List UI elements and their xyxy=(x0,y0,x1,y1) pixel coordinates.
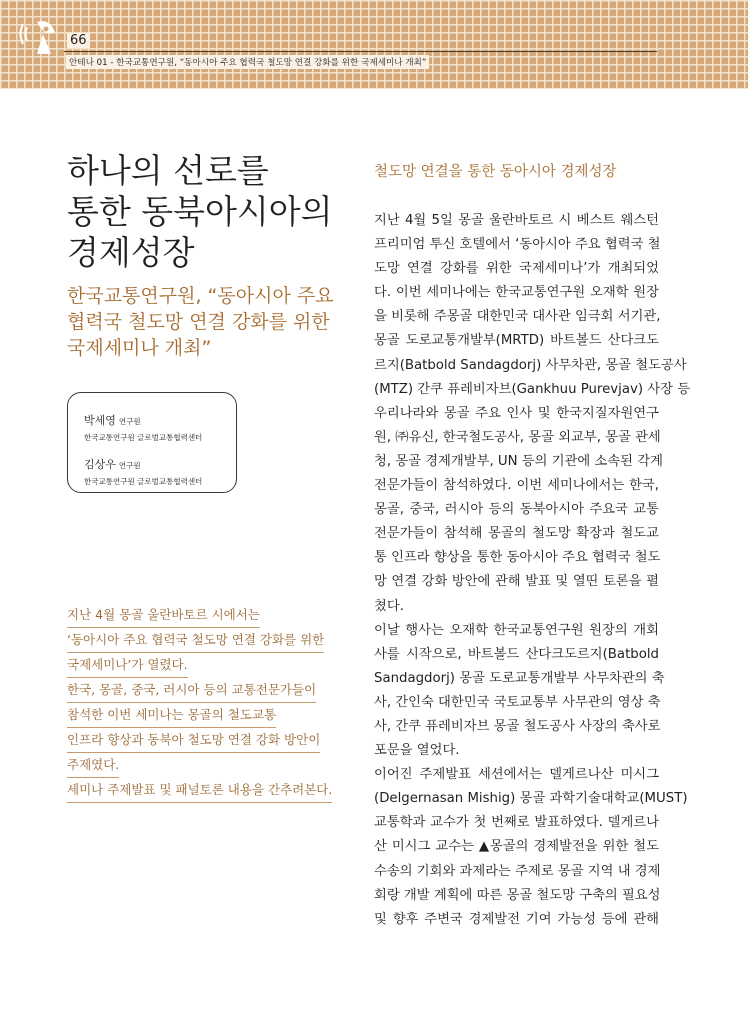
body-line: 사, 간인숙 대한민국 국토교통부 사무관의 영상 축 xyxy=(374,694,661,710)
body-line: 수송의 기회와 과제라는 주제로 몽골 지역 내 경제 xyxy=(374,863,661,879)
body-line: 통 인프라 향상을 통한 동아시아 주요 협력국 철도 xyxy=(374,550,661,566)
body-column xyxy=(374,160,691,932)
body-line: 우리나라와 몽골 주요 인사 및 한국지질자원연구 xyxy=(374,405,659,421)
author-box xyxy=(67,392,237,493)
header-band xyxy=(0,0,748,89)
summary-line: 주제였다. xyxy=(67,757,119,778)
header-rule xyxy=(64,51,657,52)
body-line: 도망 연결 강화를 위한 국제세미나’가 개최되었 xyxy=(374,261,659,277)
summary-line: 인프라 향상과 동북아 철도망 연결 강화 방안이 xyxy=(67,732,320,753)
summary-line: 세미나 주제발표 및 패널토론 내용을 간추려본다. xyxy=(67,782,332,803)
article-subtitle xyxy=(67,283,357,361)
body-line: 포문을 열었다. xyxy=(374,743,460,759)
body-line: 회랑 개발 계획에 따른 몽골 철도망 구축의 필요성 xyxy=(374,887,661,903)
body-line: 교통학과 교수가 첫 번째로 발표하였다. 델게르나 xyxy=(374,815,659,831)
summary-line: 한국, 몽골, 중국, 러시아 등의 교통전문가들이 xyxy=(67,682,316,703)
running-head: 안테나 01 - 한국교통연구원, “동아시아 주요 협력국 철도망 연결 강화를 위한 국제세미나 개최” xyxy=(66,55,429,69)
body-paragraph xyxy=(374,209,691,619)
body-line: 몽골, 중국, 러시아 등의 동북아시아 주요국 교통 xyxy=(374,502,659,518)
summary-line: 지난 4월 몽골 울란바토르 시에서는 xyxy=(67,607,260,628)
body-line: 다. 이번 세미나에는 한국교통연구원 오재학 원장 xyxy=(374,285,659,301)
body-line: (Delgernasan Mishig) 몽골 과학기술대학교(MUST) xyxy=(374,791,688,807)
body-line: 을 비롯해 주몽골 대한민국 대사관 임극회 서기관, xyxy=(374,309,661,325)
body-line: 이어진 주제발표 세션에서는 델게르나산 미시그 xyxy=(374,767,659,783)
satellite-antenna-icon xyxy=(15,10,61,60)
body-line: 청, 몽골 경제개발부, UN 등의 기관에 소속된 각계 xyxy=(374,453,663,469)
subtitle-line: 국제세미나 개최” xyxy=(67,337,212,359)
body-line: 전문가들이 참석해 몽골의 철도망 확장과 철도교 xyxy=(374,526,659,542)
title-line: 경제성장 xyxy=(67,233,195,272)
summary-line: 참석한 이번 세미나는 몽골의 철도교통 xyxy=(67,707,276,728)
body-line: 몽골 도로교통개발부(MRTD) 바트볼드 산다크도 xyxy=(374,333,659,349)
author-role: 연구원 xyxy=(118,417,141,426)
body-line: 사를 시작으로, 바트볼드 산다크도르지(Batbold xyxy=(374,646,659,662)
body-line: 및 향후 주변국 경제발전 기여 가능성 등에 관해 xyxy=(374,911,659,927)
author-entry xyxy=(84,409,236,443)
author-name: 박세영 xyxy=(84,414,116,427)
summary-line: ‘동아시아 주요 협력국 철도망 연결 강화를 위한 xyxy=(67,632,324,653)
body-line: 전문가들이 참석하였다. 이번 세미나에서는 한국, xyxy=(374,478,659,494)
subtitle-line: 한국교통연구원, “동아시아 주요 xyxy=(67,285,334,307)
body-paragraph xyxy=(374,763,688,932)
section-heading: 철도망 연결을 통한 동아시아 경제성장 xyxy=(374,164,617,180)
author-affiliation: 한국교통연구원 글로벌교통협력센터 xyxy=(84,433,203,442)
body-line: 망 연결 강화 방안에 관해 발표 및 열띤 토론을 펼 xyxy=(374,574,659,590)
body-line: 원, ㈜유신, 한국철도공사, 몽골 외교부, 몽골 관세 xyxy=(374,429,661,445)
author-role: 연구원 xyxy=(118,461,141,470)
title-line: 하나의 선로를 xyxy=(67,151,269,190)
body-line: 르지(Batbold Sandagdorj) 사무차관, 몽골 철도공사 xyxy=(374,357,687,373)
author-affiliation: 한국교통연구원 글로벌교통협력센터 xyxy=(84,477,203,486)
subtitle-line: 협력국 철도망 연결 강화를 위한 xyxy=(67,311,330,333)
body-line: (MTZ) 간쿠 퓨레비자브(Gankhuu Purevjav) 사장 등 xyxy=(374,381,691,397)
body-line: 사, 간쿠 퓨레비자브 몽골 철도공사 사장의 축사로 xyxy=(374,718,661,734)
body-line: 이날 행사는 오재학 한국교통연구원 원장의 개회 xyxy=(374,622,659,638)
title-line: 통한 동북아시아의 xyxy=(67,192,333,231)
body-line: 산 미시그 교수는 ▲몽골의 경제발전을 위한 철도 xyxy=(374,839,659,855)
page-number: 66 xyxy=(67,33,90,48)
body-paragraph xyxy=(374,619,665,764)
article-title xyxy=(67,150,357,273)
summary-block xyxy=(67,607,357,807)
summary-line: 국제세미나’가 열렸다. xyxy=(67,657,188,678)
body-line: 쳤다. xyxy=(374,598,404,614)
body-line: Sandagdorj) 몽골 도로교통개발부 사무차관의 축 xyxy=(374,670,665,686)
body-line: 프리미엄 투신 호텔에서 ‘동아시아 주요 협력국 철 xyxy=(374,237,661,253)
author-name: 김상우 xyxy=(84,458,116,471)
body-line: 지난 4월 5일 몽골 울란바토르 시 베스트 웨스턴 xyxy=(374,213,659,228)
author-entry xyxy=(84,453,236,487)
